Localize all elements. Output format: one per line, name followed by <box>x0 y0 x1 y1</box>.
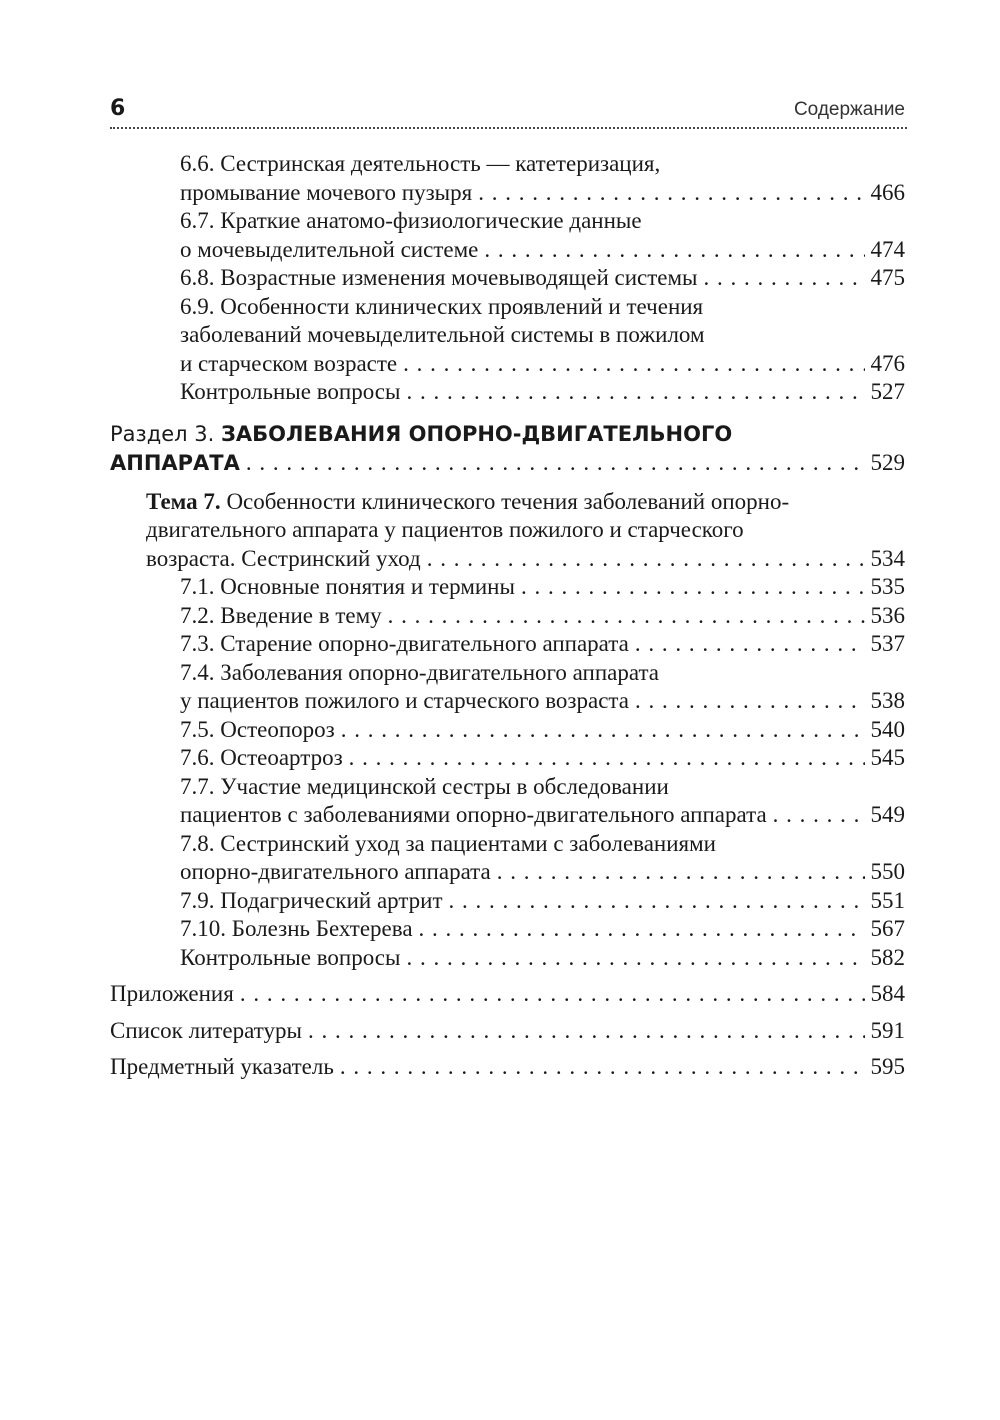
page-ref: 567 <box>870 916 905 941</box>
table-of-contents <box>110 150 905 1082</box>
page-ref: 529 <box>870 450 905 475</box>
page-ref: 591 <box>870 1017 905 1043</box>
toc-entry-text: 7.3. Старение опорно-двигательного аппарата <box>180 631 629 656</box>
leader-dots <box>635 630 865 659</box>
topic-label: Тема 7. <box>146 488 221 514</box>
leader-dots <box>349 744 865 773</box>
toc-entry-text: 7.8. Сестринский уход за пациентами с заболеваниями <box>180 830 716 856</box>
leader-dots <box>403 350 864 379</box>
toc-entry-text: Контрольные вопросы <box>180 944 401 970</box>
toc-entry-literature[interactable] <box>110 1017 905 1046</box>
leader-dots <box>406 944 864 973</box>
section-title: АППАРАТА <box>110 450 240 475</box>
toc-entry-text: 6.6. Сестринская деятельность — катетеризация, <box>180 151 661 176</box>
leader-dots <box>308 1017 865 1046</box>
leader-dots <box>484 236 864 265</box>
toc-entry-text: о мочевыделительной системе <box>180 236 479 262</box>
toc-entry-text: и старческом возрасте <box>180 350 398 376</box>
toc-entry-7-3[interactable] <box>110 630 905 659</box>
toc-entry-7-6[interactable] <box>110 744 905 773</box>
toc-entry-text: Список литературы <box>110 1017 302 1043</box>
page-ref: 466 <box>870 179 905 205</box>
leader-dots <box>341 716 865 745</box>
leader-dots <box>388 602 865 631</box>
toc-entry-review-questions-6[interactable] <box>110 378 905 407</box>
toc-entry-7-10[interactable] <box>110 915 905 944</box>
page-ref: 549 <box>870 802 905 827</box>
toc-entry-text: возраста. Сестринский уход <box>146 545 421 571</box>
page-ref: 584 <box>870 981 905 1006</box>
page-ref: 551 <box>870 887 905 913</box>
toc-entry-7-9[interactable] <box>110 887 905 916</box>
toc-entry-text: двигательного аппарата у пациентов пожилого и старческого <box>146 517 744 542</box>
toc-topic-7[interactable] <box>110 488 905 574</box>
toc-entry-6-8[interactable] <box>110 264 905 293</box>
toc-entry-text: у пациентов пожилого и старческого возраста <box>180 688 629 713</box>
page-ref: 474 <box>870 236 905 262</box>
toc-entry-7-1[interactable] <box>110 573 905 602</box>
toc-entry-6-6[interactable] <box>110 150 905 207</box>
toc-entry-text: промывание мочевого пузыря <box>180 179 473 205</box>
toc-entry-text: Контрольные вопросы <box>180 379 401 404</box>
page-ref: 595 <box>870 1054 905 1079</box>
toc-entry-7-4[interactable] <box>110 659 905 716</box>
toc-entry-7-2[interactable] <box>110 602 905 631</box>
leader-dots <box>240 980 865 1009</box>
toc-entry-text: 6.8. Возрастные изменения мочевыводящей системы <box>180 265 698 290</box>
leader-dots <box>521 573 865 602</box>
toc-entry-text: Предметный указатель <box>110 1054 334 1079</box>
leader-dots <box>773 801 865 830</box>
toc-entry-text: 7.5. Остеопороз <box>180 716 335 742</box>
toc-entry-text: 7.2. Введение в тему <box>180 602 382 628</box>
leader-dots <box>478 179 864 208</box>
toc-entry-subject-index[interactable] <box>110 1053 905 1082</box>
page-ref: 534 <box>870 545 905 571</box>
toc-entry-text: Особенности клинического течения заболеваний опорно- <box>220 488 790 514</box>
page-ref: 536 <box>870 602 905 628</box>
page-ref: 475 <box>870 265 905 290</box>
toc-entry-7-7[interactable] <box>110 773 905 830</box>
page-ref: 540 <box>870 716 905 742</box>
toc-entry-text: 6.9. Особенности клинических проявлений и течения <box>180 293 704 319</box>
toc-section-3[interactable] <box>110 420 905 478</box>
page-number: 6 <box>110 96 126 121</box>
page-ref: 550 <box>870 859 905 884</box>
leader-dots <box>340 1053 865 1082</box>
leader-dots <box>419 915 865 944</box>
page-header <box>110 94 905 134</box>
toc-entry-review-questions-7[interactable] <box>110 944 905 973</box>
leader-dots <box>497 858 865 887</box>
leader-dots <box>635 687 865 716</box>
leader-dots <box>704 264 865 293</box>
page-ref: 476 <box>870 350 905 376</box>
toc-entry-text: заболеваний мочевыделительной системы в пожилом <box>180 322 705 347</box>
toc-entry-7-5[interactable] <box>110 716 905 745</box>
page-ref: 582 <box>870 944 905 970</box>
toc-entry-text: 7.10. Болезнь Бехтерева <box>180 916 413 941</box>
toc-entry-text: Приложения <box>110 981 234 1006</box>
leader-dots <box>449 887 865 916</box>
page-ref: 535 <box>870 574 905 599</box>
toc-entry-6-9[interactable] <box>110 293 905 379</box>
toc-entry-7-8[interactable] <box>110 830 905 887</box>
header-dotted-rule <box>110 127 907 129</box>
toc-entry-6-7[interactable] <box>110 207 905 264</box>
toc-entry-text: опорно-двигательного аппарата <box>180 859 491 884</box>
toc-entry-text: пациентов с заболеваниями опорно-двигательного аппарата <box>180 802 767 827</box>
section-prefix: Раздел 3. <box>110 421 221 446</box>
toc-entry-text: 7.1. Основные понятия и термины <box>180 574 515 599</box>
leader-dots <box>406 378 864 407</box>
toc-entry-text: 7.4. Заболевания опорно-двигательного аппарата <box>180 659 660 685</box>
toc-entry-appendix[interactable] <box>110 980 905 1009</box>
page-ref: 537 <box>870 631 905 656</box>
page-ref: 545 <box>870 745 905 770</box>
leader-dots <box>246 449 865 478</box>
running-title: Содержание <box>793 99 905 120</box>
toc-entry-text: 7.6. Остеоартроз <box>180 745 343 770</box>
page-ref: 527 <box>870 379 905 404</box>
page-ref: 538 <box>870 688 905 713</box>
section-title: ЗАБОЛЕВАНИЯ ОПОРНО-ДВИГАТЕЛЬНОГО <box>220 421 733 446</box>
toc-entry-text: 7.7. Участие медицинской сестры в обследовании <box>180 773 669 799</box>
toc-entry-text: 7.9. Подагрический артрит <box>180 887 443 913</box>
toc-entry-text: 6.7. Краткие анатомо-физиологические данные <box>180 208 642 233</box>
leader-dots <box>427 545 865 574</box>
